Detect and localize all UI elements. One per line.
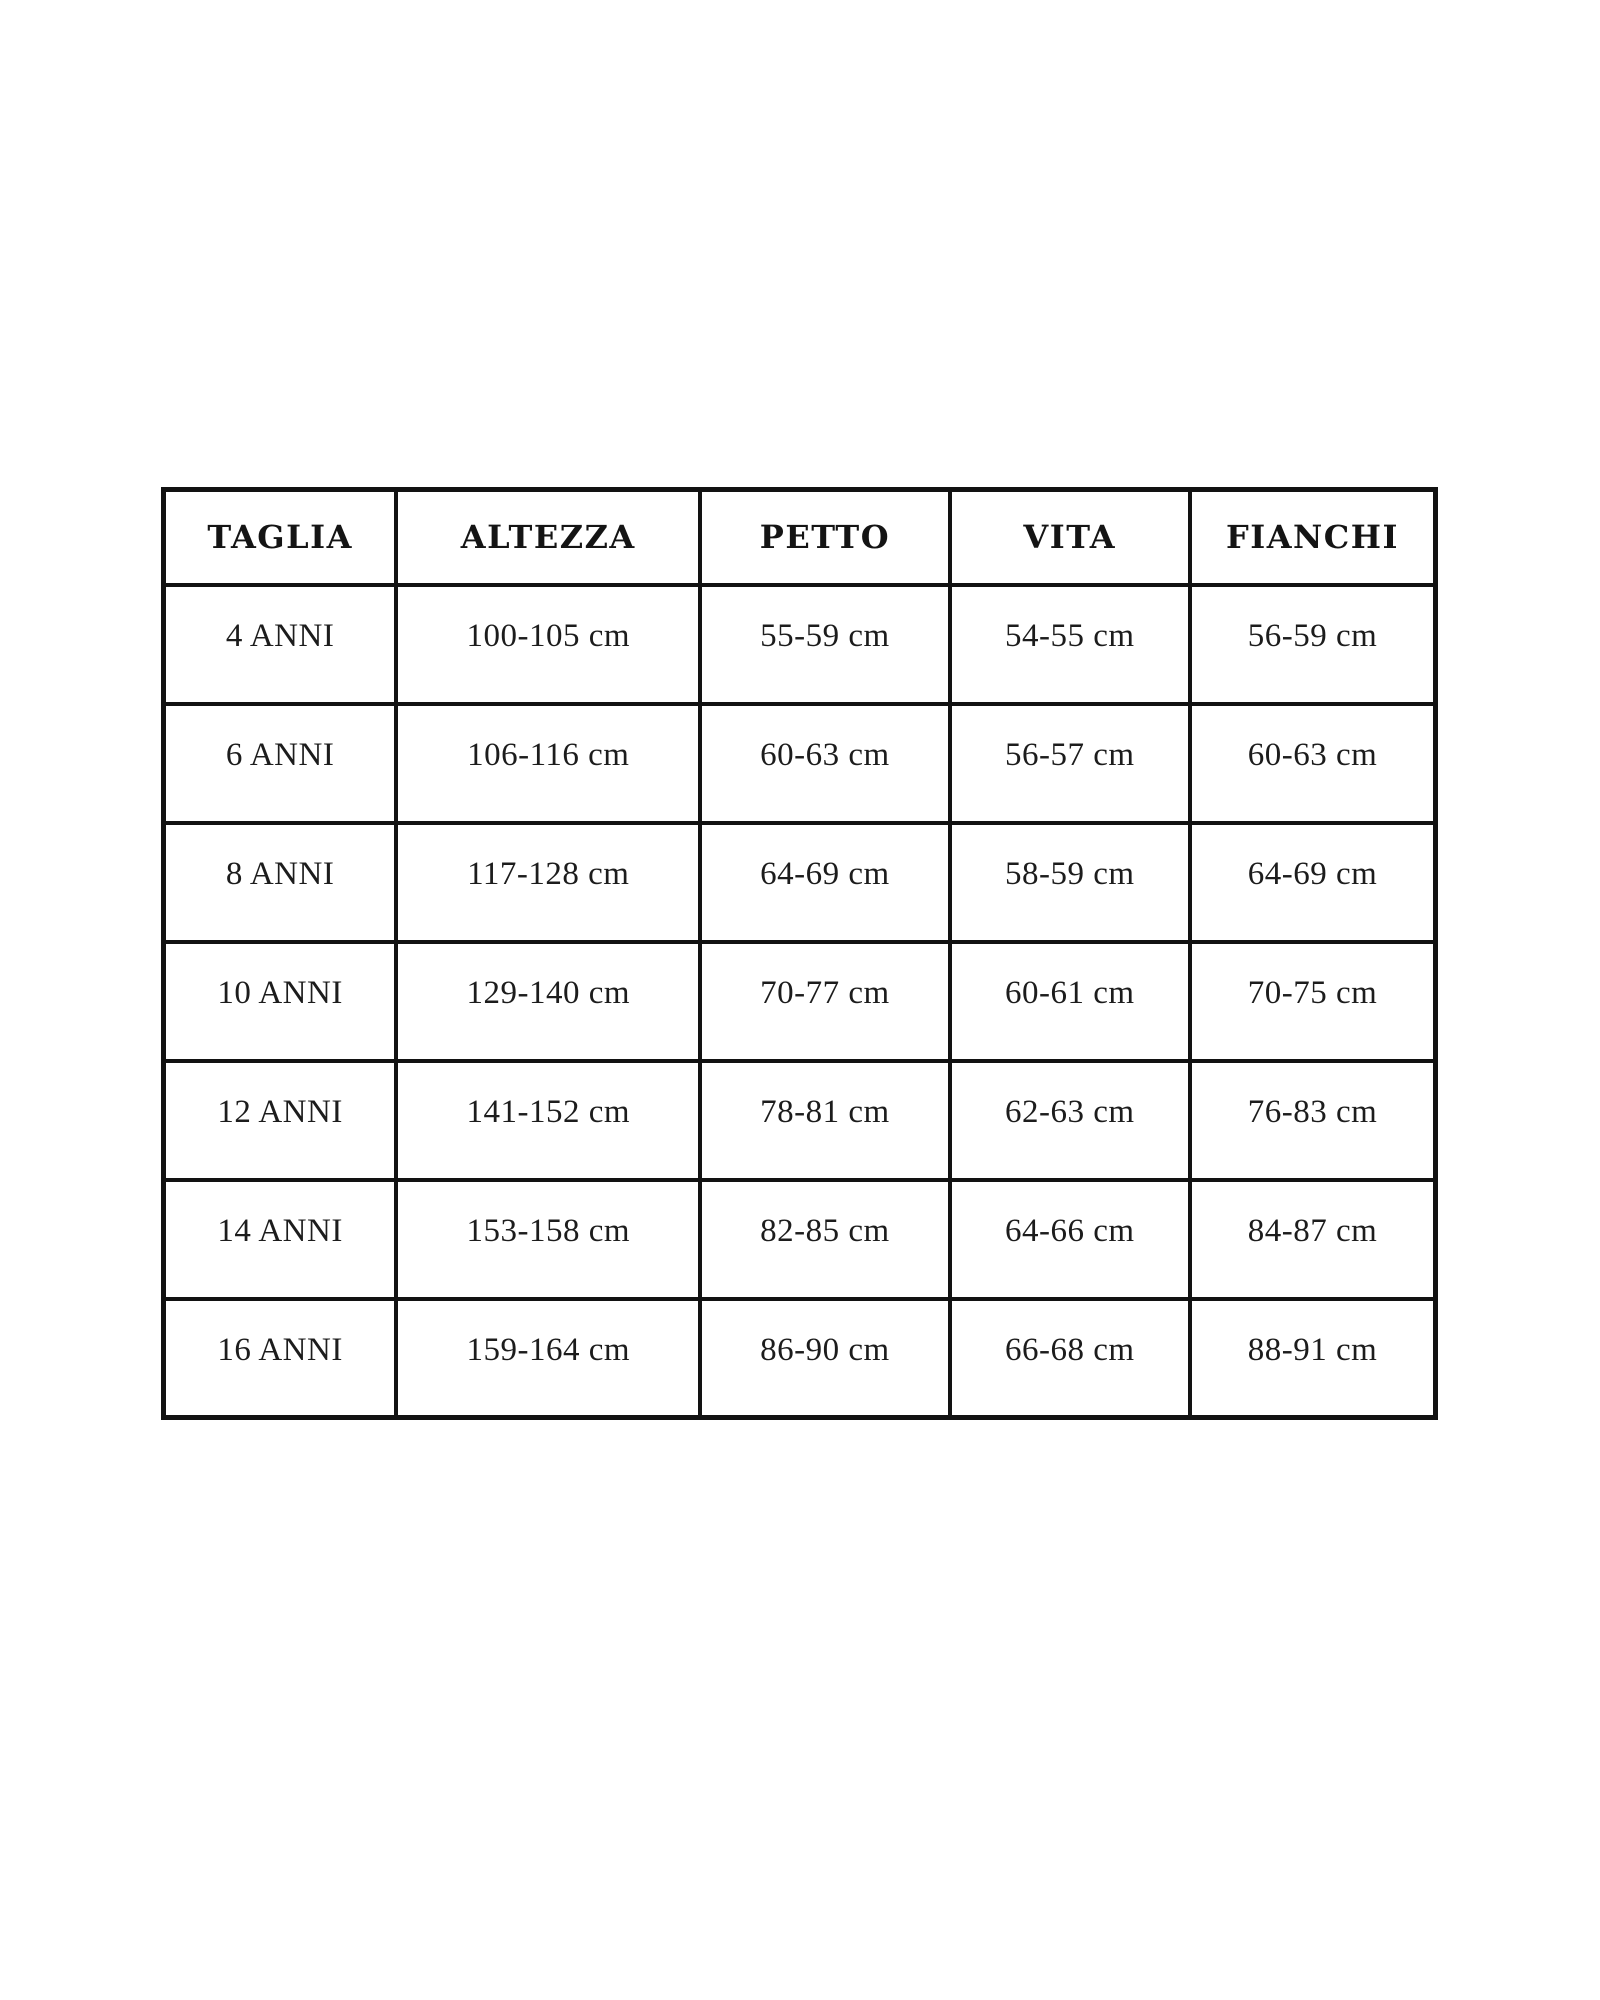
table-cell: 117-128 cm bbox=[396, 823, 700, 942]
table-cell: 100-105 cm bbox=[396, 585, 700, 704]
table-cell: 153-158 cm bbox=[396, 1180, 700, 1299]
table-cell: 4 ANNI bbox=[164, 585, 397, 704]
table-cell: 54-55 cm bbox=[950, 585, 1190, 704]
table-cell: 129-140 cm bbox=[396, 942, 700, 1061]
table-row bbox=[164, 1180, 1436, 1299]
table-cell: 10 ANNI bbox=[164, 942, 397, 1061]
column-header: PETTO bbox=[700, 490, 949, 585]
table-row bbox=[164, 823, 1436, 942]
table-cell: 64-69 cm bbox=[700, 823, 949, 942]
table-cell: 58-59 cm bbox=[950, 823, 1190, 942]
table-cell: 60-61 cm bbox=[950, 942, 1190, 1061]
table-cell: 56-57 cm bbox=[950, 704, 1190, 823]
table-row bbox=[164, 942, 1436, 1061]
table-cell: 106-116 cm bbox=[396, 704, 700, 823]
table-cell: 60-63 cm bbox=[1190, 704, 1436, 823]
column-header: VITA bbox=[950, 490, 1190, 585]
table-cell: 55-59 cm bbox=[700, 585, 949, 704]
table-cell: 78-81 cm bbox=[700, 1061, 949, 1180]
table-cell: 88-91 cm bbox=[1190, 1299, 1436, 1418]
table-cell: 8 ANNI bbox=[164, 823, 397, 942]
table-cell: 159-164 cm bbox=[396, 1299, 700, 1418]
table-cell: 60-63 cm bbox=[700, 704, 949, 823]
header-row bbox=[164, 490, 1436, 585]
table-cell: 76-83 cm bbox=[1190, 1061, 1436, 1180]
table-cell: 70-75 cm bbox=[1190, 942, 1436, 1061]
size-chart-table bbox=[161, 487, 1438, 1420]
table-cell: 66-68 cm bbox=[950, 1299, 1190, 1418]
table-cell: 64-66 cm bbox=[950, 1180, 1190, 1299]
table-cell: 14 ANNI bbox=[164, 1180, 397, 1299]
column-header: FIANCHI bbox=[1190, 490, 1436, 585]
table-row bbox=[164, 1061, 1436, 1180]
table-cell: 12 ANNI bbox=[164, 1061, 397, 1180]
column-header: ALTEZZA bbox=[396, 490, 700, 585]
table-cell: 62-63 cm bbox=[950, 1061, 1190, 1180]
table-cell: 16 ANNI bbox=[164, 1299, 397, 1418]
table-row bbox=[164, 1299, 1436, 1418]
table-cell: 70-77 cm bbox=[700, 942, 949, 1061]
size-chart-body bbox=[164, 585, 1436, 1418]
table-cell: 64-69 cm bbox=[1190, 823, 1436, 942]
table-cell: 141-152 cm bbox=[396, 1061, 700, 1180]
table-cell: 56-59 cm bbox=[1190, 585, 1436, 704]
table-cell: 82-85 cm bbox=[700, 1180, 949, 1299]
table-row bbox=[164, 704, 1436, 823]
table-cell: 84-87 cm bbox=[1190, 1180, 1436, 1299]
table-row bbox=[164, 585, 1436, 704]
column-header: TAGLIA bbox=[164, 490, 397, 585]
table-cell: 86-90 cm bbox=[700, 1299, 949, 1418]
table-cell: 6 ANNI bbox=[164, 704, 397, 823]
